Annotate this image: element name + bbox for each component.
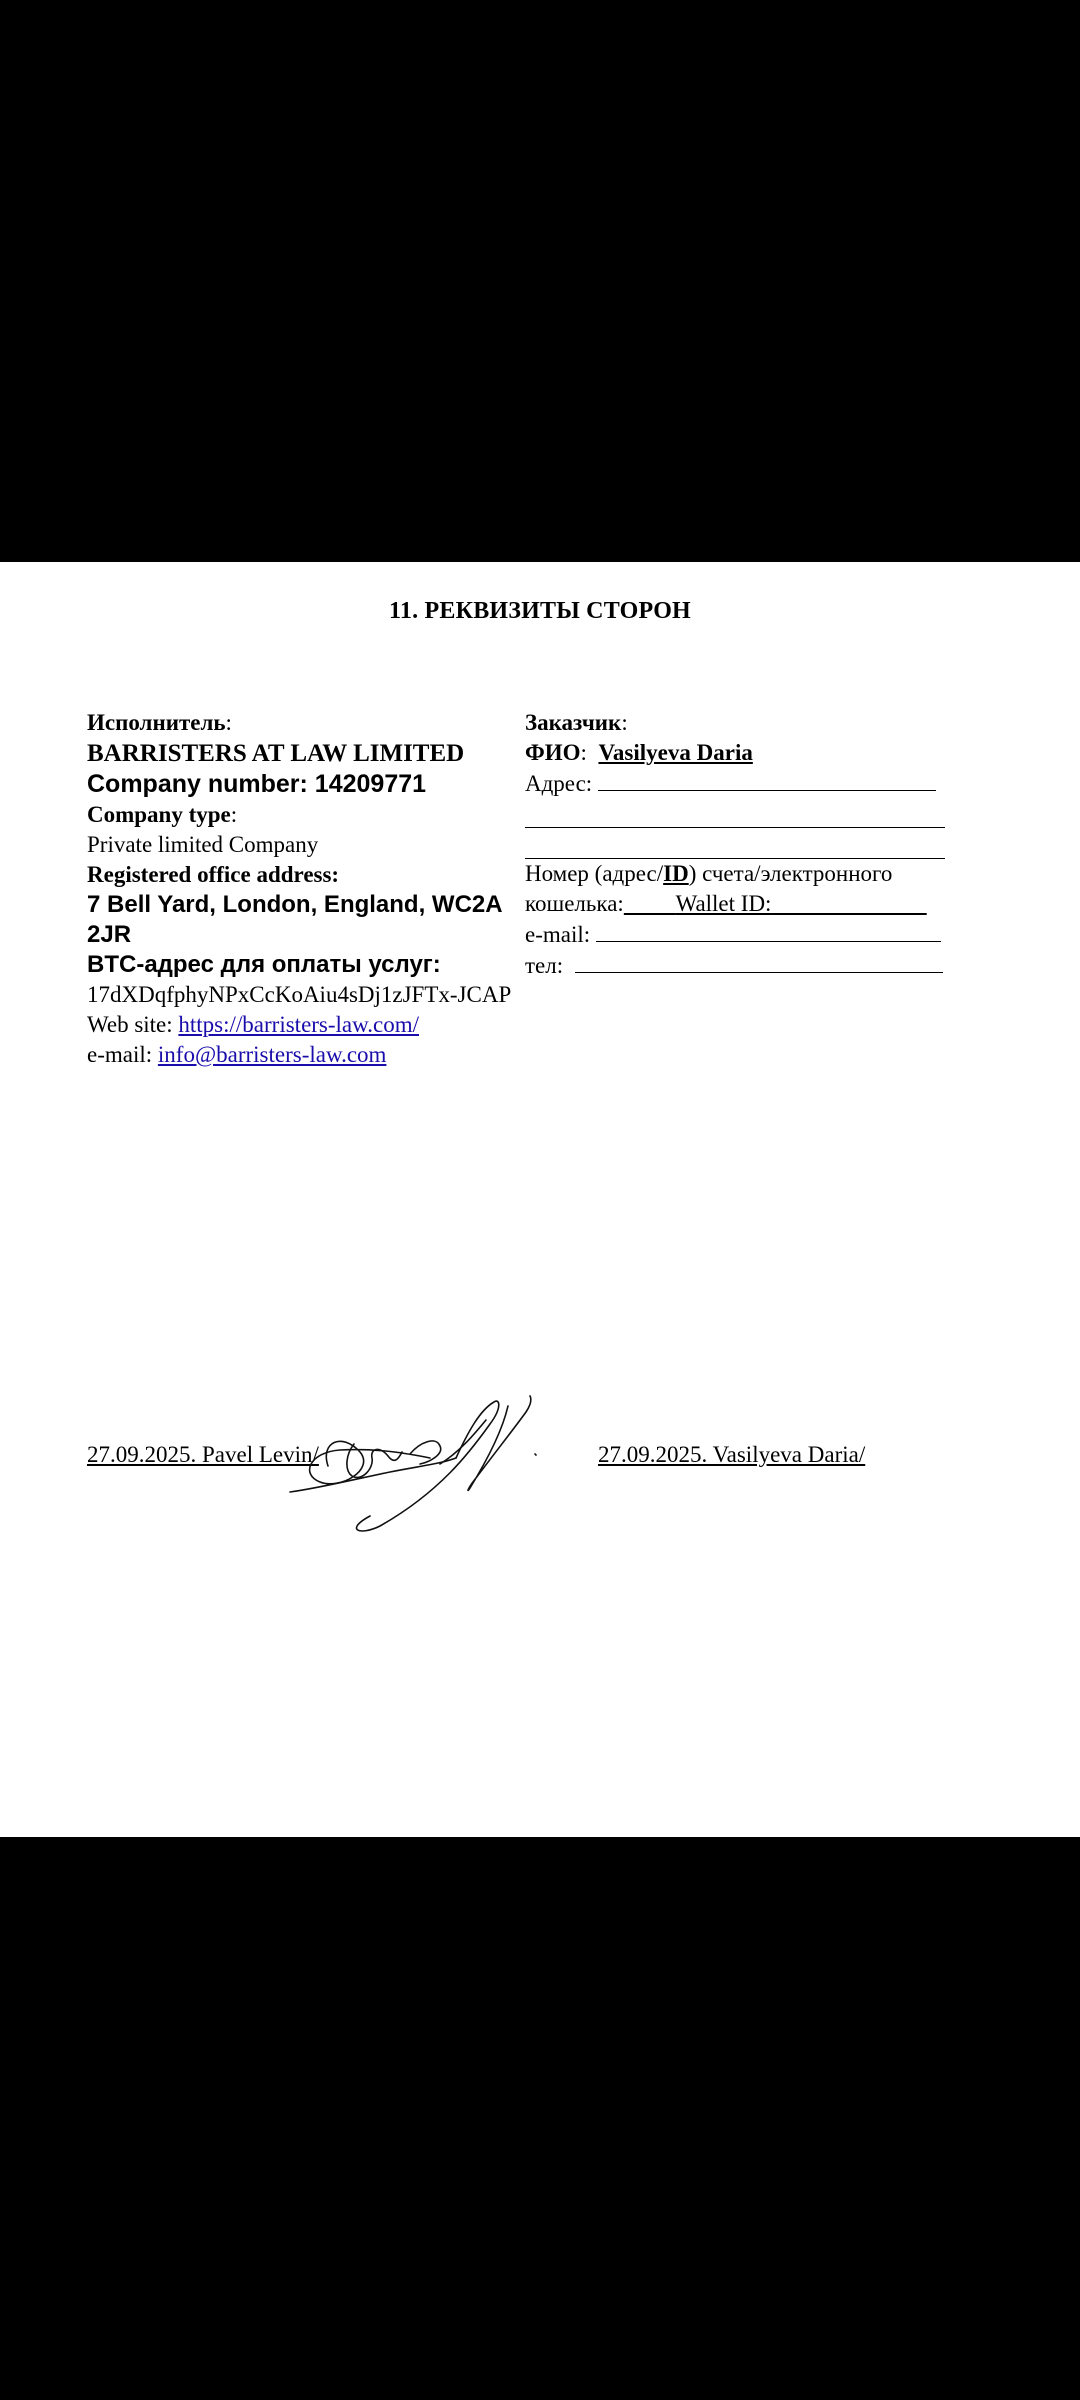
section-title: 11. РЕКВИЗИТЫ СТОРОН (389, 598, 691, 624)
phone-blank (575, 950, 943, 973)
website-line (87, 1010, 517, 1040)
company-name: BARRISTERS AT LAW LIMITED (87, 740, 465, 767)
executor-details (87, 708, 517, 1070)
customer-name-label: ФИО (525, 740, 581, 765)
wallet-id-label: Wallet ID: (675, 891, 772, 916)
customer-address-label: Адрес: (525, 771, 593, 796)
btc-address: 17dXDqfphyNPxCcKoAiu4sDj1zJFTx-JCAP (87, 982, 512, 1007)
executor-email-link[interactable]: info@barristers-law.com (157, 1042, 387, 1067)
executor-heading: Исполнитель (87, 710, 226, 735)
executor-heading-line: Исполнитель: (87, 710, 232, 735)
customer-email-line (525, 919, 950, 950)
wallet-id-field (624, 891, 927, 916)
customer-address-line (525, 768, 950, 799)
customer-phone-label: тел: (525, 953, 564, 978)
address-blank (598, 768, 936, 791)
wallet-label-3: кошелька: (525, 891, 624, 916)
wallet-id-line (525, 889, 950, 919)
company-type-line: Company type: (87, 802, 238, 827)
office-address: 7 Bell Yard, London, England, WC2A 2JR (87, 891, 502, 948)
executor-signature-line: 27.09.2025. Pavel Levin/ (87, 1442, 319, 1467)
customer-phone-line (525, 950, 950, 981)
executor-email-line (87, 1040, 517, 1070)
address-blank-2 (525, 799, 945, 828)
office-label: Registered office address: (87, 862, 340, 887)
btc-label: BTC-адрес для оплаты услуг: (87, 951, 441, 978)
document-page (0, 562, 1080, 1837)
customer-email-label: e-mail: (525, 922, 591, 947)
customer-name-value: Vasilyeva Daria (598, 740, 753, 765)
wallet-label-id: ID (663, 861, 689, 886)
company-type-value: Private limited Company (87, 832, 319, 857)
wallet-line (525, 859, 950, 889)
website-label: Web site: (87, 1012, 173, 1037)
executor-email-label: e-mail: (87, 1042, 153, 1067)
company-number: Company number: 14209771 (87, 770, 427, 798)
customer-name-line: ФИО: Vasilyeva Daria (525, 740, 753, 765)
website-link[interactable]: https://barristers-law.com/ (178, 1012, 419, 1037)
customer-heading: Заказчик (525, 710, 622, 735)
address-blank-3 (525, 828, 945, 859)
company-type-label: Company type (87, 802, 231, 827)
customer-details (525, 708, 950, 981)
handwritten-signature (280, 1392, 540, 1532)
email-blank (596, 919, 941, 942)
wallet-label-1: Номер (адрес/ (525, 861, 664, 886)
wallet-label-2: ) счета/электронного (688, 861, 893, 886)
customer-signature-line: 27.09.2025. Vasilyeva Daria/ (598, 1442, 866, 1467)
customer-heading-line: Заказчик: (525, 710, 628, 735)
